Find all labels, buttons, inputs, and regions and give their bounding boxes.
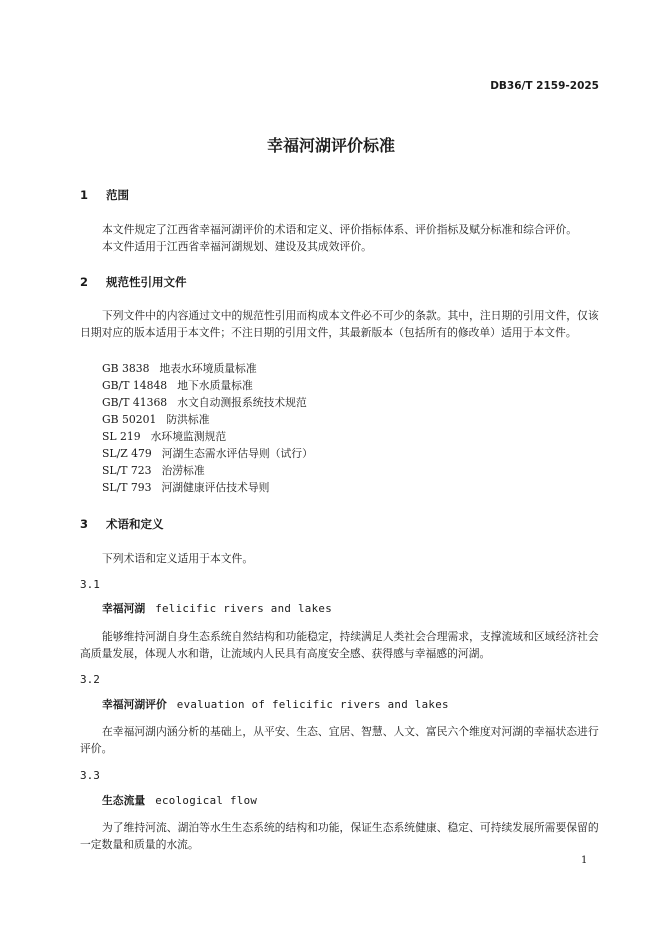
clause-number: 3.1 [80,578,100,591]
reference-item [102,480,269,495]
reference-code: SL/Z 479 [102,447,152,460]
reference-item [102,446,313,461]
reference-title: 水文自动测报系统技术规范 [177,396,307,409]
reference-code: GB 3838 [102,362,150,375]
reference-title: 地表水环境质量标准 [159,362,257,375]
section-title: 范围 [106,188,129,202]
reference-code: GB 50201 [102,413,157,426]
term-definition: 能够维持河湖自身生态系统自然结构和功能稳定，持续满足人类社会合理需求，支撑流域和区域经济社会高质量发展，体现人水和谐，让流域内人民具有高度安全感、获得感与幸福感的河湖。 [80,630,599,660]
reference-item [102,463,205,478]
reference-title: 河湖生态需水评估导则（试行） [161,447,313,460]
reference-title: 防洪标准 [166,413,210,426]
term-definition: 在幸福河湖内涵分析的基础上，从平安、生态、宜居、智慧、人文、富民六个维度对河湖的幸福状态进行评价。 [80,725,599,755]
term-english: evaluation of felicific rivers and lakes [176,698,449,711]
reference-item [102,378,253,393]
term-entry [102,793,257,808]
paragraph: 本文件规定了江西省幸福河湖评价的术语和定义、评价指标体系、评价指标及赋分标准和综合评价。 [102,223,578,236]
term-chinese: 幸福河湖评价 [102,698,167,711]
reference-item [102,429,226,444]
reference-code: SL 219 [102,430,141,443]
term-english: felicific rivers and lakes [155,602,332,615]
term-english: ecological flow [155,794,258,807]
section-title: 术语和定义 [106,517,164,531]
clause-number: 3.3 [80,769,100,782]
reference-title: 治涝标准 [161,464,205,477]
reference-item [102,395,307,410]
clause-number: 3.2 [80,673,100,686]
reference-title: 河湖健康评估技术导则 [161,481,270,494]
paragraph: 下列文件中的内容通过文中的规范性引用而构成本文件必不可少的条款。其中，注日期的引用文件，仅该日期对应的版本适用于本文件；不注日期的引用文件，其最新版本（包括所有的修改单）适用于本文件。 [80,309,599,339]
reference-title: 地下水质量标准 [177,379,253,392]
reference-code: GB/T 14848 [102,379,168,392]
reference-code: SL/T 723 [102,464,152,477]
term-entry [102,601,332,616]
paragraph: 下列术语和定义适用于本文件。 [102,552,254,565]
reference-title: 水环境监测规范 [150,430,227,443]
section-2-heading [80,274,187,290]
term-chinese: 幸福河湖 [102,602,146,615]
section-title: 规范性引用文件 [106,275,187,289]
reference-item [102,412,210,427]
term-chinese: 生态流量 [102,794,146,807]
document-number: DB36/T 2159-2025 [490,80,599,92]
section-3-heading [80,516,164,532]
section-number: 2 [80,275,89,289]
reference-code: SL/T 793 [102,481,152,494]
term-entry [102,697,449,712]
document-title: 幸福河湖评价标准 [266,136,395,155]
section-number: 1 [80,188,89,202]
reference-item [102,361,257,376]
reference-code: GB/T 41368 [102,396,168,409]
paragraph: 本文件适用于江西省幸福河湖规划、建设及其成效评价。 [102,240,372,253]
page-number: 1 [581,855,588,866]
section-number: 3 [80,517,89,531]
section-1-heading [80,187,129,203]
term-definition: 为了维持河流、湖泊等水生生态系统的结构和功能，保证生态系统健康、稳定、可持续发展所需要保留的一定数量和质量的水流。 [80,821,599,851]
